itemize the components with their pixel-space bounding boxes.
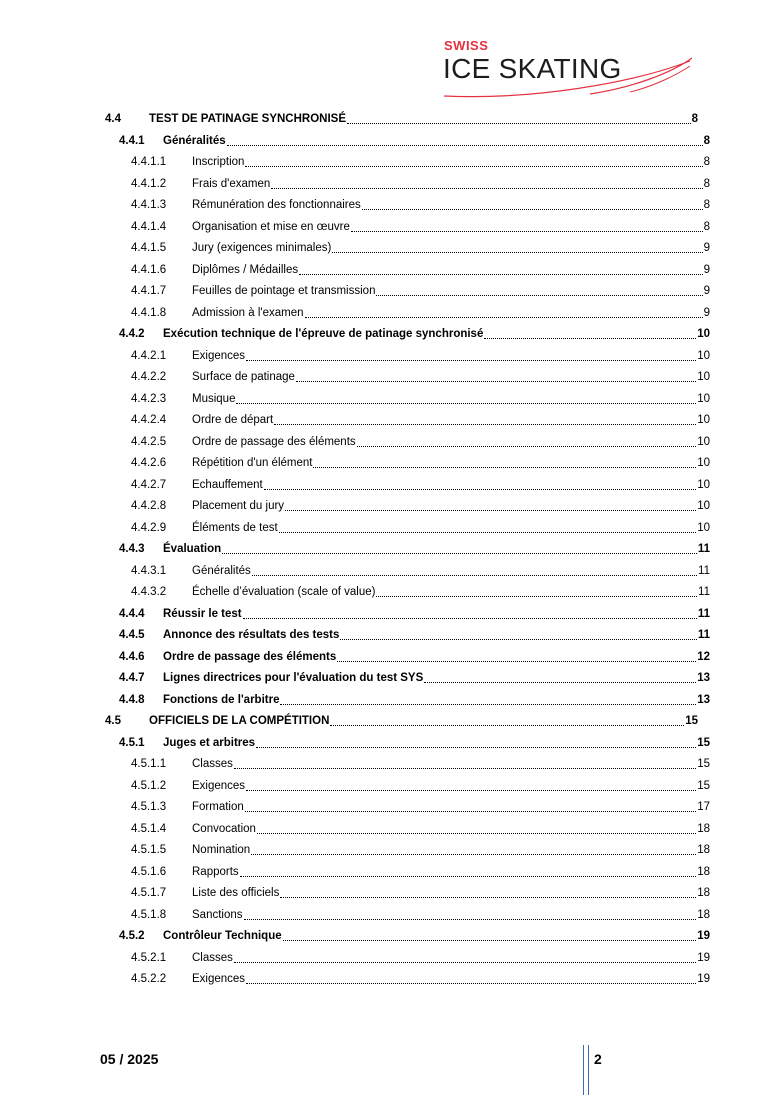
swiss-ice-skating-logo — [440, 36, 700, 104]
toc-entry-title: Ordre de passage des éléments — [192, 435, 356, 448]
toc-dot-leader — [484, 337, 696, 339]
toc-entry-number: 4.4.2 — [119, 328, 145, 340]
toc-entry-number: 4.4.3.1 — [131, 564, 167, 577]
toc-dot-leader — [351, 230, 703, 232]
toc-entry[interactable] — [119, 622, 710, 642]
toc-entry-page: 17 — [697, 801, 710, 813]
toc-entry-title: Organisation et mise en œuvre — [192, 220, 350, 233]
toc-entry-title: Fonctions de l'arbitre — [163, 693, 280, 706]
toc-entry-title: Généralités — [163, 134, 226, 147]
toc-entry-page: 15 — [697, 758, 710, 770]
footer-divider — [583, 1045, 589, 1095]
toc-entry[interactable] — [131, 214, 710, 234]
toc-dot-leader — [376, 595, 697, 597]
toc-entry-number: 4.4.2.5 — [131, 435, 167, 448]
toc-entry-number: 4.5.1.2 — [131, 779, 167, 792]
toc-entry-title: Juges et arbitres — [163, 736, 256, 749]
logo-main-text: ICE SKATING — [443, 53, 622, 84]
toc-dot-leader — [340, 638, 696, 640]
toc-entry-title: Ordre de départ — [192, 414, 274, 426]
toc-entry-number: 4.5.1.5 — [131, 844, 167, 856]
toc-entry-title: Placement du jury — [192, 500, 285, 512]
toc-entry[interactable] — [131, 880, 710, 900]
toc-entry-page: 11 — [698, 586, 710, 598]
toc-entry-title: Classes — [192, 951, 233, 964]
toc-dot-leader — [274, 423, 696, 425]
toc-entry[interactable] — [131, 515, 710, 535]
toc-entry-number: 4.4.2.2 — [131, 371, 167, 383]
toc-entry-number: 4.4.3 — [119, 543, 145, 555]
toc-entry-title: Rémunération des fonctionnaires — [192, 199, 361, 211]
toc-entry-page: 15 — [697, 779, 710, 792]
toc-entry[interactable] — [131, 407, 710, 427]
toc-entry-page: 10 — [697, 392, 710, 405]
toc-dot-leader — [280, 896, 696, 898]
toc-entry-title: OFFICIELS DE LA COMPÉTITION — [149, 715, 330, 727]
toc-entry[interactable] — [131, 816, 710, 836]
toc-dot-leader — [244, 918, 697, 920]
toc-entry-title: Exigences — [192, 779, 246, 792]
toc-entry-number: 4.4.4 — [119, 607, 145, 620]
toc-entry[interactable] — [131, 837, 710, 857]
toc-entry-title: Feuilles de pointage et transmission — [192, 285, 376, 297]
toc-entry-number: 4.4.1.1 — [131, 156, 167, 168]
toc-dot-leader — [296, 380, 696, 382]
logo-top-text: SWISS — [444, 38, 489, 53]
toc-dot-leader — [236, 402, 696, 404]
toc-entry-title: Réussir le test — [163, 607, 242, 620]
toc-entry-title: Exigences — [192, 349, 246, 362]
toc-entry-number: 4.4.2.9 — [131, 521, 167, 534]
toc-entry-page: 15 — [697, 736, 710, 749]
toc-entry-title: Frais d'examen — [192, 177, 271, 190]
toc-dot-leader — [257, 832, 696, 834]
toc-entry-page: 8 — [703, 177, 710, 190]
toc-entry-title: Contrôleur Technique — [163, 930, 282, 942]
toc-entry-number: 4.4.6 — [119, 650, 145, 663]
toc-entry-number: 4.5.1.8 — [131, 908, 167, 921]
toc-entry-title: Généralités — [192, 564, 251, 577]
toc-dot-leader — [337, 660, 696, 662]
toc-entry-title: Exigences — [192, 973, 246, 985]
toc-dot-leader — [283, 939, 697, 941]
toc-entry[interactable] — [131, 235, 710, 255]
toc-entry[interactable] — [119, 536, 710, 556]
toc-entry-number: 4.4.2.7 — [131, 478, 167, 491]
toc-dot-leader — [424, 681, 696, 683]
toc-entry-title: Ordre de passage des éléments — [163, 650, 337, 663]
toc-dot-leader — [376, 294, 702, 296]
toc-entry[interactable] — [131, 751, 710, 771]
toc-dot-leader — [246, 359, 696, 361]
toc-dot-leader — [299, 273, 702, 275]
toc-entry-title: Convocation — [192, 822, 256, 835]
toc-entry[interactable] — [131, 966, 710, 986]
toc-entry-page: 9 — [703, 242, 710, 254]
toc-entry-page: 19 — [697, 930, 710, 942]
toc-entry-page: 19 — [697, 973, 710, 985]
toc-entry-number: 4.4.2.8 — [131, 500, 167, 512]
toc-entry-number: 4.5.1 — [119, 736, 145, 749]
toc-entry[interactable] — [119, 687, 710, 707]
toc-entry-title: Musique — [192, 392, 236, 405]
toc-entry[interactable] — [131, 794, 710, 814]
toc-dot-leader — [330, 724, 684, 726]
toc-dot-leader — [256, 746, 696, 748]
toc-entry-number: 4.5 — [105, 715, 121, 727]
toc-entry-title: Echauffement — [192, 478, 263, 491]
toc-entry-page: 8 — [703, 134, 710, 147]
toc-entry-title: Admission à l'examen — [192, 306, 304, 319]
toc-entry[interactable] — [131, 859, 710, 879]
toc-entry-page: 15 — [685, 715, 698, 727]
toc-entry[interactable] — [131, 902, 710, 922]
toc-dot-leader — [234, 767, 696, 769]
toc-entry[interactable] — [119, 730, 710, 750]
toc-entry-page: 18 — [697, 844, 710, 856]
toc-entry-title: TEST DE PATINAGE SYNCHRONISÉ — [149, 113, 347, 125]
toc-entry-number: 4.4.1.8 — [131, 306, 167, 319]
toc-entry-number: 4.4.2.1 — [131, 349, 167, 362]
toc-entry-number: 4.4.1.4 — [131, 220, 167, 233]
toc-entry-title: Liste des officiels — [192, 887, 280, 899]
toc-entry-page: 9 — [703, 263, 710, 276]
toc-entry-page: 10 — [697, 521, 710, 534]
footer-date: 05 / 2025 — [100, 1051, 159, 1067]
toc-dot-leader — [280, 703, 696, 705]
toc-entry-title: Jury (exigences minimales) — [192, 242, 332, 254]
toc-entry-number: 4.4.7 — [119, 672, 145, 684]
toc-entry-page: 10 — [697, 414, 710, 426]
toc-entry-page: 10 — [697, 328, 710, 340]
toc-entry-page: 12 — [697, 650, 710, 663]
toc-entry[interactable] — [131, 945, 710, 965]
toc-entry-page: 10 — [697, 457, 710, 469]
toc-entry[interactable] — [131, 149, 710, 169]
toc-entry[interactable] — [131, 171, 710, 191]
toc-entry-page: 10 — [697, 478, 710, 491]
toc-entry[interactable] — [131, 429, 710, 449]
toc-entry-number: 4.5.1.6 — [131, 865, 167, 878]
toc-entry-page: 18 — [697, 865, 710, 878]
toc-dot-leader — [251, 853, 696, 855]
toc-dot-leader — [234, 961, 696, 963]
toc-entry[interactable] — [105, 106, 698, 126]
toc-entry[interactable] — [131, 257, 710, 277]
toc-entry-page: 18 — [697, 908, 710, 921]
toc-entry[interactable] — [131, 343, 710, 363]
toc-entry-title: Annonce des résultats des tests — [163, 629, 340, 641]
toc-entry-page: 8 — [703, 220, 710, 233]
toc-entry[interactable] — [131, 579, 710, 599]
toc-entry-page: 8 — [703, 156, 710, 168]
toc-entry-number: 4.4.1.3 — [131, 199, 167, 211]
toc-entry-page: 9 — [703, 285, 710, 297]
toc-dot-leader — [246, 982, 696, 984]
toc-entry-title: Répétition d'un élément — [192, 457, 313, 469]
toc-entry-page: 11 — [697, 607, 710, 620]
toc-dot-leader — [357, 445, 697, 447]
toc-entry[interactable] — [119, 128, 710, 148]
toc-dot-leader — [252, 574, 697, 576]
toc-entry-number: 4.4.1 — [119, 134, 145, 147]
toc-entry-page: 9 — [703, 306, 710, 319]
toc-entry-page: 11 — [697, 629, 710, 641]
toc-entry-title: Évaluation — [163, 543, 222, 555]
toc-entry-page: 10 — [697, 371, 710, 383]
toc-entry-title: Diplômes / Médailles — [192, 263, 299, 276]
toc-entry-page: 10 — [697, 500, 710, 512]
toc-entry-number: 4.4.1.6 — [131, 263, 167, 276]
toc-dot-leader — [362, 208, 703, 210]
toc-entry-title: Rapports — [192, 865, 239, 878]
toc-entry[interactable] — [131, 472, 710, 492]
toc-entry-number: 4.4.2.6 — [131, 457, 167, 469]
toc-entry[interactable] — [119, 321, 710, 341]
toc-dot-leader — [285, 509, 696, 511]
toc-entry-page: 10 — [697, 349, 710, 362]
toc-entry-page: 10 — [697, 435, 710, 448]
toc-entry-number: 4.5.1.1 — [131, 758, 167, 770]
footer-page-number: 2 — [594, 1051, 602, 1067]
toc-entry-number: 4.5.1.4 — [131, 822, 167, 835]
toc-entry-title: Exécution technique de l'épreuve de patinage synchronisé — [163, 328, 484, 340]
toc-entry-number: 4.5.2.1 — [131, 951, 167, 964]
toc-entry-title: Inscription — [192, 156, 245, 168]
toc-entry[interactable] — [105, 708, 698, 728]
toc-entry-number: 4.4.1.2 — [131, 177, 167, 190]
toc-dot-leader — [271, 187, 702, 189]
toc-entry-page: 13 — [697, 672, 710, 684]
toc-entry-number: 4.5.2 — [119, 930, 145, 942]
toc-entry-title: Nomination — [192, 844, 251, 856]
toc-entry[interactable] — [131, 192, 710, 212]
toc-entry-number: 4.5.2.2 — [131, 973, 167, 985]
toc-entry-title: Surface de patinage — [192, 371, 295, 383]
toc-entry-number: 4.4.1.7 — [131, 285, 167, 297]
toc-entry-title: Sanctions — [192, 908, 243, 921]
toc-dot-leader — [245, 810, 696, 812]
toc-entry-page: 13 — [697, 693, 710, 706]
toc-dot-leader — [240, 875, 697, 877]
toc-entry-page: 11 — [697, 543, 710, 555]
toc-entry[interactable] — [131, 558, 710, 578]
toc-entry[interactable] — [131, 364, 710, 384]
toc-dot-leader — [222, 552, 697, 554]
toc-dot-leader — [264, 488, 696, 490]
toc-entry-number: 4.4 — [105, 113, 121, 125]
toc-entry-page: 11 — [698, 564, 710, 577]
toc-entry[interactable] — [131, 493, 710, 513]
toc-entry-number: 4.4.8 — [119, 693, 145, 706]
toc-entry[interactable] — [131, 773, 710, 793]
toc-entry-title: Formation — [192, 801, 244, 813]
toc-entry-page: 18 — [697, 887, 710, 899]
toc-entry-title: Classes — [192, 758, 233, 770]
toc-entry[interactable] — [119, 601, 710, 621]
toc-dot-leader — [347, 122, 691, 124]
toc-entry-number: 4.5.1.3 — [131, 801, 167, 813]
toc-entry-number: 4.5.1.7 — [131, 887, 167, 899]
toc-entry-title: Échelle d’évaluation (scale of value) — [192, 586, 376, 598]
toc-dot-leader — [246, 789, 696, 791]
toc-entry-number: 4.4.1.5 — [131, 242, 167, 254]
toc-entry-number: 4.4.5 — [119, 629, 145, 641]
toc-entry-page: 18 — [697, 822, 710, 835]
toc-dot-leader — [313, 466, 696, 468]
toc-dot-leader — [245, 165, 702, 167]
toc-entry-page: 19 — [697, 951, 710, 964]
toc-entry-number: 4.4.3.2 — [131, 586, 167, 598]
toc-entry-title: Éléments de test — [192, 521, 278, 534]
toc-entry[interactable] — [131, 278, 710, 298]
toc-entry[interactable] — [131, 450, 710, 470]
toc-entry-number: 4.4.2.3 — [131, 392, 167, 405]
toc-entry[interactable] — [131, 386, 710, 406]
toc-dot-leader — [227, 144, 703, 146]
toc-dot-leader — [332, 251, 702, 253]
toc-entry-title: Lignes directrices pour l'évaluation du test SYS — [163, 672, 424, 684]
toc-dot-leader — [305, 316, 703, 318]
toc-dot-leader — [279, 531, 697, 533]
toc-entry[interactable] — [119, 665, 710, 685]
toc-entry-page: 8 — [691, 113, 698, 125]
toc-entry[interactable] — [131, 300, 710, 320]
toc-dot-leader — [243, 617, 697, 619]
toc-entry[interactable] — [119, 644, 710, 664]
toc-entry-number: 4.4.2.4 — [131, 414, 167, 426]
toc-entry-page: 8 — [703, 199, 710, 211]
toc-entry[interactable] — [119, 923, 710, 943]
